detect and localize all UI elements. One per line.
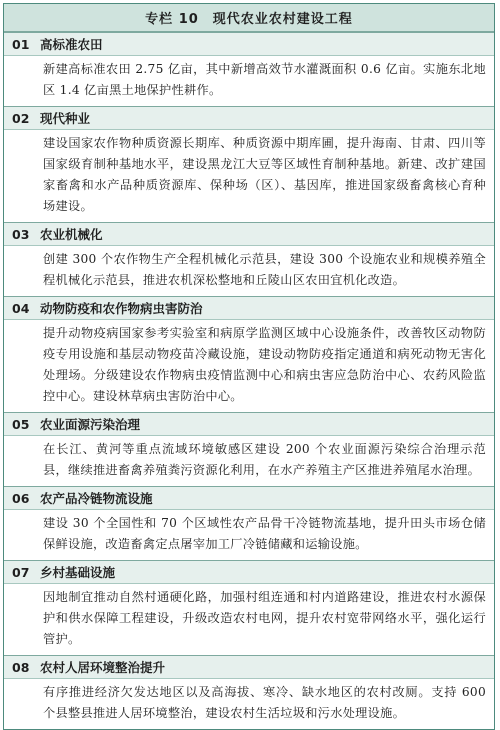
- section-body: 建设 30 个全国性和 70 个区域性农产品骨干冷链物流基地，提升田头市场仓储保鲜设施，改造畜禽定点屠宰加工厂冷链储藏和运输设施。: [43, 516, 486, 551]
- section-04: [4, 296, 494, 412]
- section-title: 农业机械化: [40, 227, 103, 242]
- section-number: 02: [12, 110, 30, 126]
- section-body: 建设国家农作物种质资源长期库、种质资源中期库圃，提升海南、甘肃、四川等国家级育制种基地水平，建设黑龙江大豆等区域性育制种基地。新建、改扩建国家畜禽和水产品种质资源库、保种场（区）、基因库，推进国家级畜禽核心育种场建设。: [43, 136, 486, 213]
- section-header: [4, 486, 494, 510]
- section-title: 农产品冷链物流设施: [40, 491, 153, 506]
- section-header: [4, 106, 494, 130]
- box-number: 专栏 10: [145, 12, 199, 27]
- feature-box: [3, 3, 495, 730]
- section-number: 04: [12, 300, 30, 316]
- section-title: 高标准农田: [40, 37, 103, 52]
- section-number: 07: [12, 564, 30, 580]
- section-body: 提升动物疫病国家参考实验室和病原学监测区域中心设施条件，改善牧区动物防疫专用设施和基层动物疫苗冷藏设施，建设动物防疫指定通道和病死动物无害化处理场。分级建设农作物病虫疫情监测中心和病虫害应急防治中心、农药风险监控中心。建设林草病虫害防治中心。: [43, 326, 486, 403]
- section-number: 05: [12, 416, 30, 432]
- section-title: 乡村基础设施: [40, 565, 116, 580]
- section-header: [4, 296, 494, 320]
- section-05: [4, 412, 494, 486]
- section-title: 动物防疫和农作物病虫害防治: [40, 301, 203, 316]
- section-03: [4, 222, 494, 296]
- section-header: [4, 560, 494, 584]
- section-title: 农村人居环境整治提升: [40, 660, 166, 675]
- section-07: [4, 560, 494, 655]
- section-body: 有序推进经济欠发达地区以及高海拔、寒冷、缺水地区的农村改厕。支持 600 个县整县推进人居环境整治，建设农村生活垃圾和污水处理设施。: [43, 685, 486, 720]
- section-number: 06: [12, 490, 30, 506]
- section-number: 01: [12, 36, 30, 52]
- section-06: [4, 486, 494, 560]
- section-01: [4, 32, 494, 106]
- section-number: 08: [12, 659, 30, 675]
- box-title-bar: [4, 4, 494, 32]
- section-title: 现代种业: [40, 111, 91, 126]
- section-body: 新建高标准农田 2.75 亿亩，其中新增高效节水灌溉面积 0.6 亿亩。实施东北地区 1.4 亿亩黑土地保护性耕作。: [43, 62, 486, 97]
- section-body: 创建 300 个农作物生产全程机械化示范县，建设 300 个设施农业和规模养殖全程机械化示范县，推进农机深松整地和丘陵山区农田宜机化改造。: [43, 252, 486, 287]
- section-header: [4, 32, 494, 56]
- box-title: 现代农业农村建设工程: [212, 12, 353, 27]
- section-02: [4, 106, 494, 222]
- section-body: 在长江、黄河等重点流域环境敏感区建设 200 个农业面源污染综合治理示范县，继续推进畜禽养殖粪污资源化利用，在水产养殖主产区推进养殖尾水治理。: [43, 442, 486, 477]
- section-title: 农业面源污染治理: [40, 417, 141, 432]
- section-number: 03: [12, 226, 30, 242]
- section-body: 因地制宜推动自然村通硬化路，加强村组连通和村内道路建设，推进农村水源保护和供水保障工程建设，升级改造农村电网，提升农村宽带网络水平，强化运行管护。: [43, 590, 486, 646]
- section-08: [4, 655, 494, 729]
- section-header: [4, 655, 494, 679]
- section-header: [4, 412, 494, 436]
- section-header: [4, 222, 494, 246]
